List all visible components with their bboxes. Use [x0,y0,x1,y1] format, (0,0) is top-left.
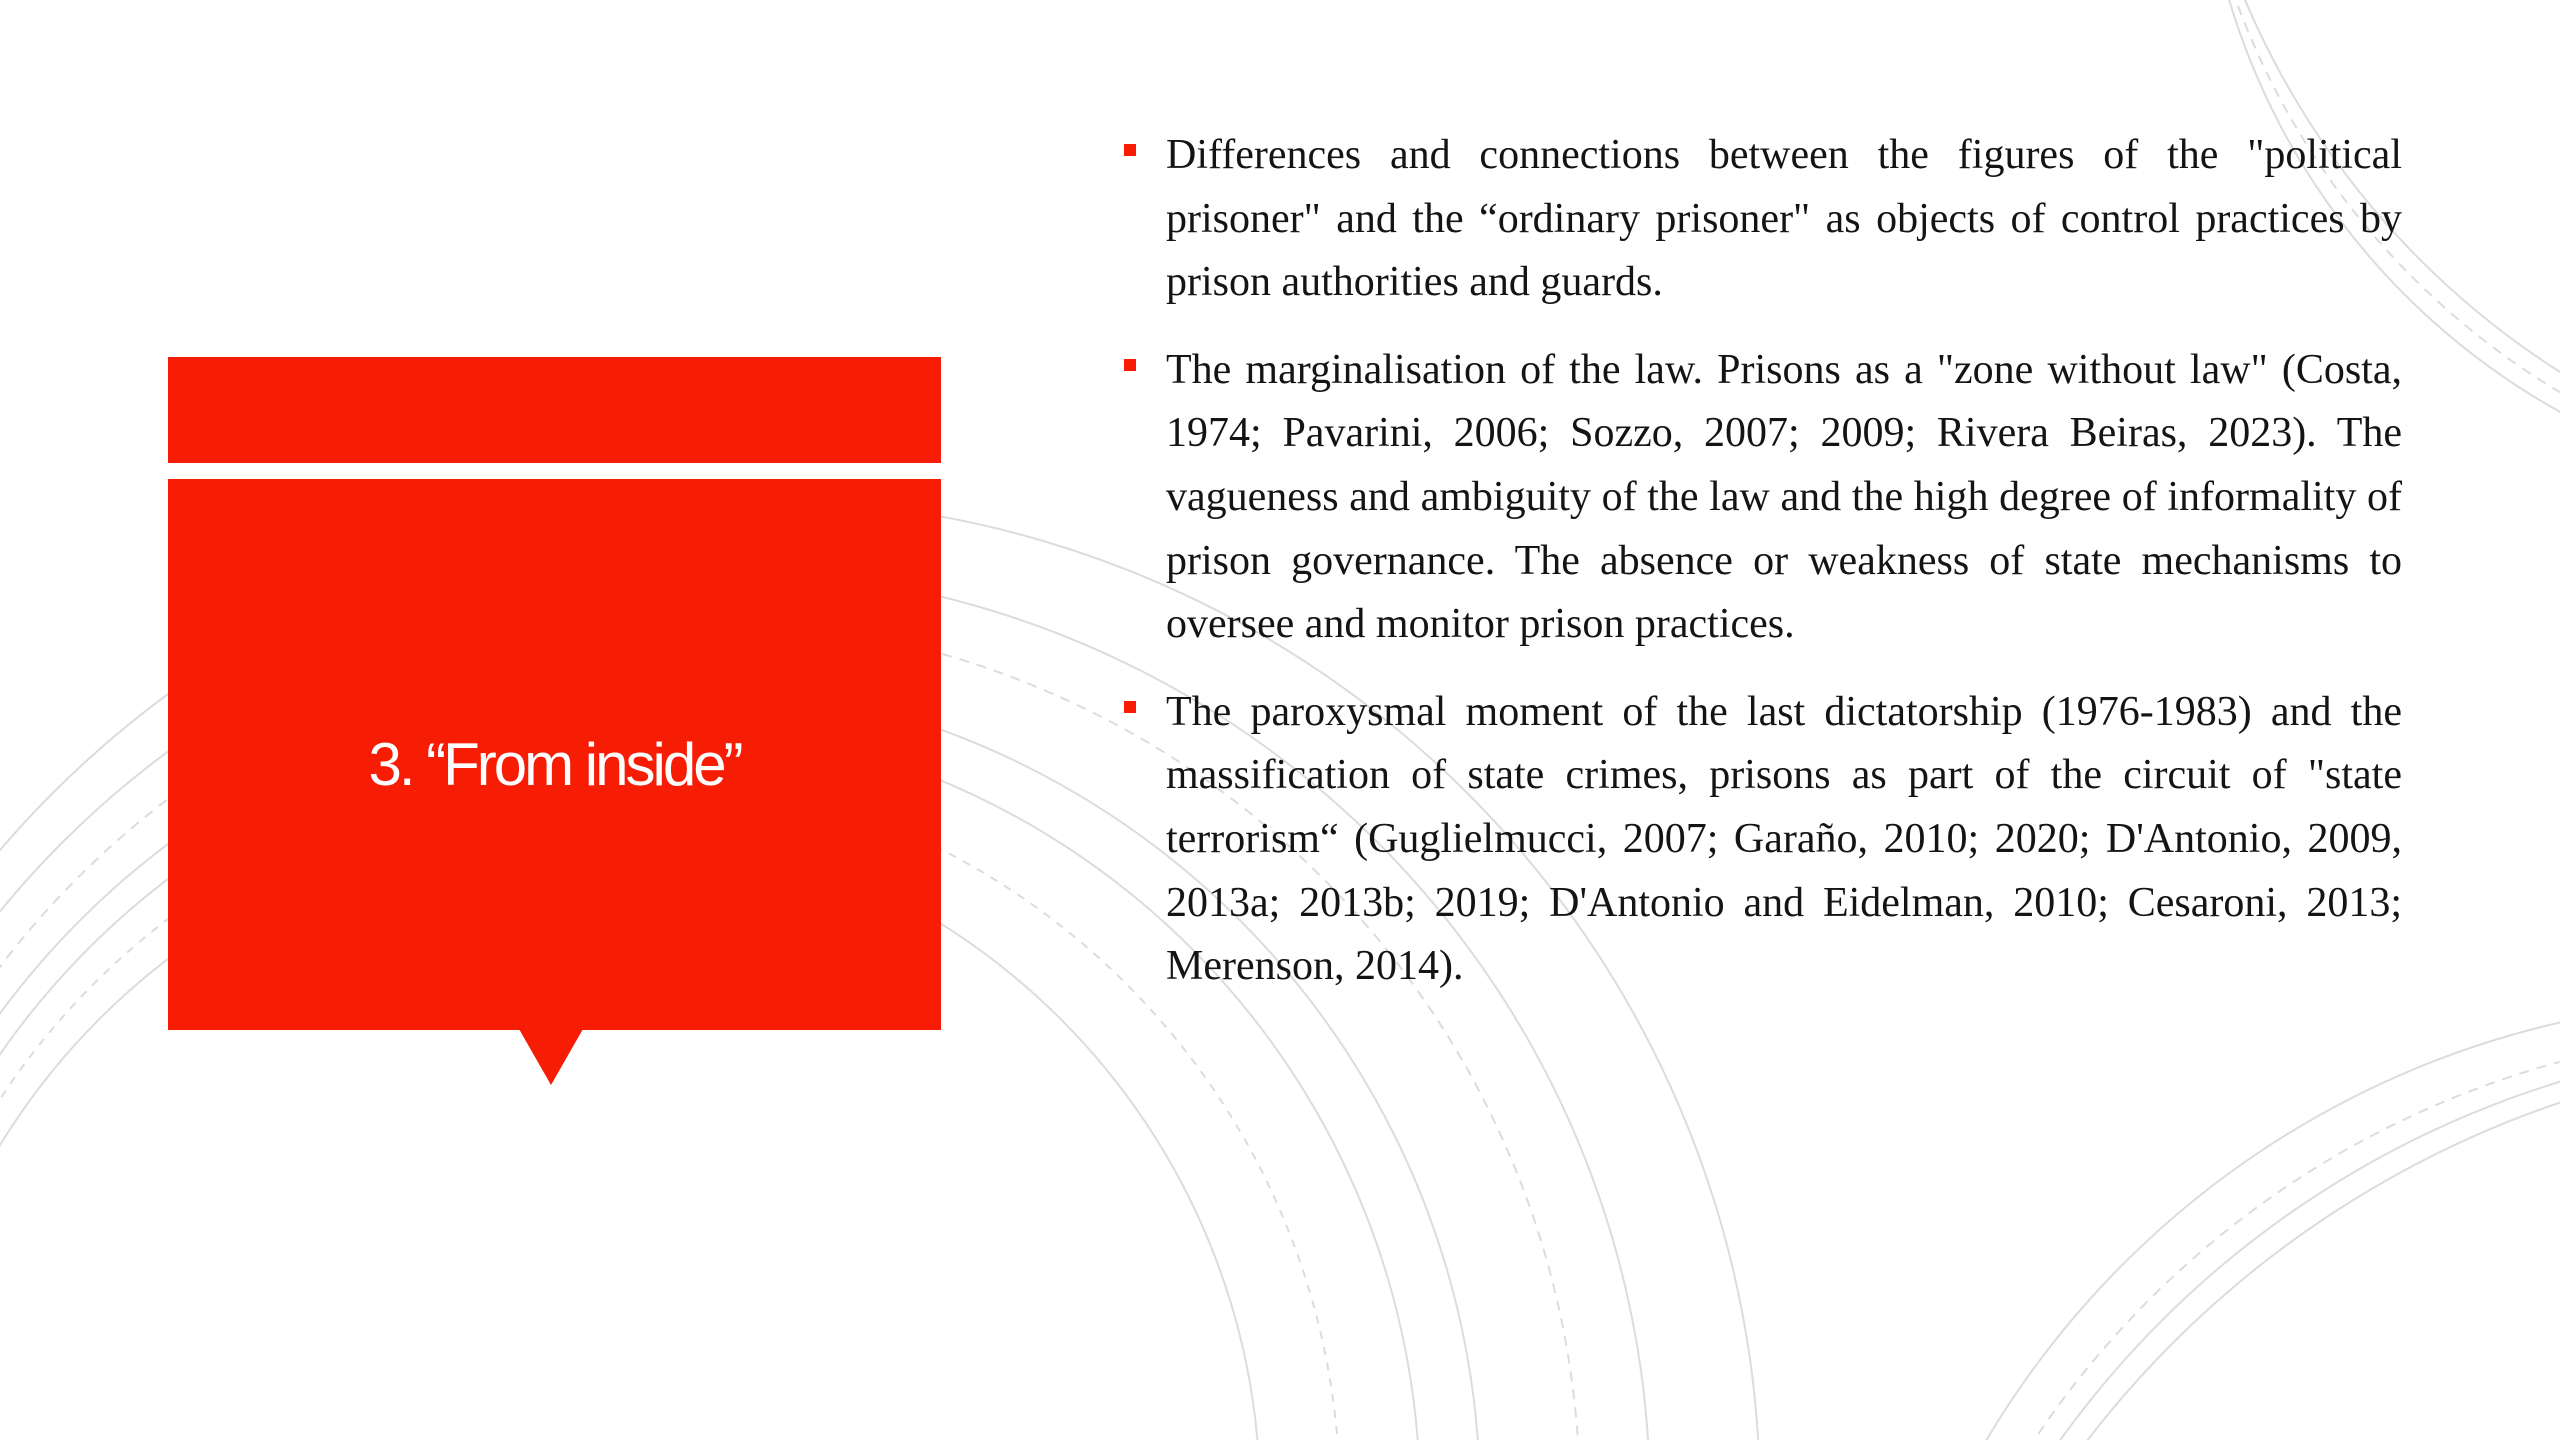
bullet-text: Differences and connections between the figures of the "political prisoner" and the “ordinary prisoner" as objects of control practices by prison authorities and guards. [1166,132,2402,306]
bullet-text: The marginalisation of the law. Prisons as a "zone without law" (Costa, 1974; Pavarini, 2006; Sozzo, 2007; 2009; Rivera Beiras, 2023). The vagueness and ambiguity of the law and the high degree of informality of prison governance. The absence or weakness of state mechanisms to oversee and monitor prison practices. [1166,346,2402,648]
square-bullet-icon [1124,144,1136,156]
callout-pointer [519,1029,583,1085]
title-callout-box [168,479,941,1030]
bullet-text: The paroxysmal moment of the last dictatorship (1976-1983) and the massification of state crimes, prisons as part of the circuit of "state terrorism“ (Guglielmucci, 2007; Garaño, 2010; 2020; D'Antonio, 2009, 2013a; 2013b; 2019; D'Antonio and Eidelman, 2010; Cesaroni, 2013; Merenson, 2014). [1166,688,2402,990]
square-bullet-icon [1124,701,1136,713]
title-accent-bar [168,357,941,463]
slide-title: 3. “From inside” [368,731,741,798]
bullet-list [1120,124,2402,1023]
bullet-item [1120,124,2402,315]
bullet-item [1120,339,2402,657]
bullet-item [1120,681,2402,999]
square-bullet-icon [1124,359,1136,371]
